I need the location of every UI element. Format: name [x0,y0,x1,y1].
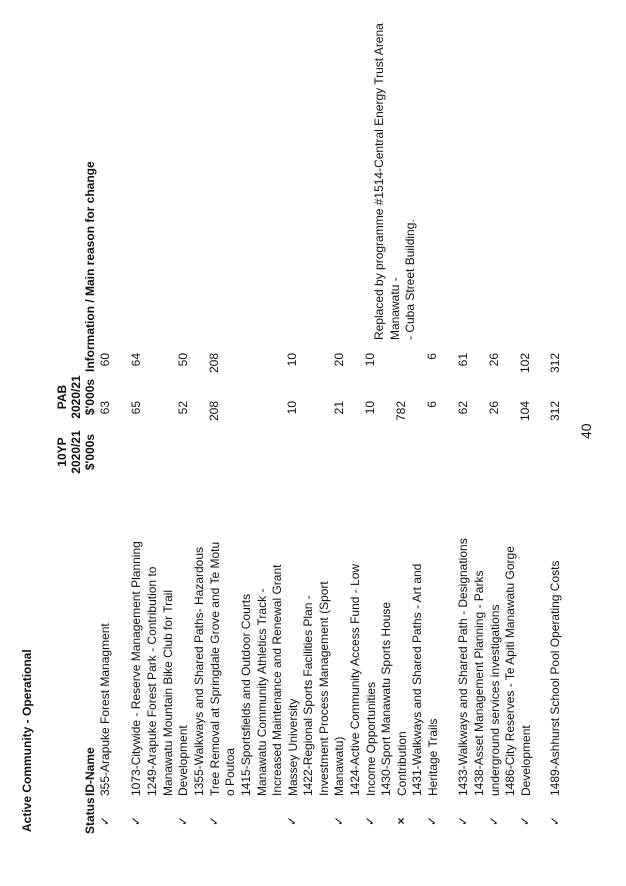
pab-cell: 20 [332,353,346,367]
id-name-cell: 1249-Arapuke Forest Park - Contribution to Manawatu Mountain Bike Club for Trail Development [145,566,190,796]
header-pab-l1: PAB [55,384,69,410]
status-check-icon: ✓ [456,815,470,827]
pab-cell: 208 [207,353,221,374]
id-name-cell: 355-Arapuke Forest Managment [98,623,112,796]
pab-cell: 6 [425,353,439,360]
pab-cell: 10 [285,353,299,367]
id-name-cell: 1415-Sportsfields and Outdoor Courts Manawatu Community Athletics Track - Increased Maintenance and Renewal Grant Massey University [239,564,300,796]
pab-cell: 10 [363,353,377,367]
status-check-icon: ✓ [176,815,190,827]
page-number: 40 [578,423,594,439]
info-cell: Replaced by programme #1514-Central Energy Trust Arena Manawatu - - Cuba Street Building. [372,23,417,340]
id-name-cell: 1489-Ashhurst School Pool Operating Costs [548,560,562,796]
pab-cell: 102 [518,353,532,374]
id-name-cell: 1430-Sport Manawatu Sports House Contribution [379,601,409,796]
id-name-cell: 1422-Regional Sports Facilities Plan - Investment Process Management (Sport Manawatu) [301,581,346,796]
header-status: Status [83,797,97,834]
10yp-cell: 65 [129,401,143,415]
header-info: Information / Main reason for change [83,161,97,372]
id-name-cell: 1438-Asset Management Planning - Parks underground services investigations [472,570,502,796]
10yp-cell: 104 [518,401,532,422]
status-check-icon: ✓ [332,815,346,827]
10yp-cell: 63 [98,401,112,415]
10yp-cell: 312 [548,401,562,422]
header-10yp-l3: $'000s [83,433,97,471]
status-check-icon: ✓ [285,815,299,827]
status-check-icon: ✓ [363,815,377,827]
status-check-icon: ✓ [207,815,221,827]
10yp-cell: 208 [207,401,221,422]
header-pab-l3: $'000s [83,378,97,416]
pab-cell: 26 [487,353,501,367]
header-id-name: ID-Name [83,747,97,796]
10yp-cell: 782 [394,401,408,422]
id-name-cell: 1486-City Reserves - Te Apiti Manawatu Gorge Development [503,546,533,796]
pab-cell: 61 [456,353,470,367]
pab-cell: 64 [129,353,143,367]
id-name-cell: 1424-Active Community Access Fund - Low Income Opportunities [348,563,378,796]
status-check-icon: ✓ [98,815,112,827]
10yp-cell: 10 [363,401,377,415]
status-cross-icon: × [394,817,408,825]
10yp-cell: 26 [487,401,501,415]
id-name-cell: 1433-Walkways and Shared Path - Designations [456,538,470,796]
header-pab-l2: 2020/21 [69,375,83,419]
10yp-cell: 10 [285,401,299,415]
section-title: Active Community - Operational [20,649,34,832]
status-check-icon: ✓ [487,815,501,827]
pab-cell: 312 [548,353,562,374]
status-check-icon: ✓ [548,815,562,827]
status-check-icon: ✓ [518,815,532,827]
header-10yp-l2: 2020/21 [69,430,83,474]
status-check-icon: ✓ [129,815,143,827]
10yp-cell: 62 [456,401,470,415]
rotated-page [0,23,626,886]
id-name-cell: 1355-Walkways and Shared Paths- Hazardous Tree Removal at Springdale Grove and Te Motu o Poutoa [192,541,237,796]
10yp-cell: 52 [176,401,190,415]
id-name-cell: 1431-Walkways and Shared Paths - Art and Heritage Trails [410,563,440,796]
pab-cell: 50 [176,353,190,367]
status-check-icon: ✓ [425,815,439,827]
header-10yp-l1: 10YP [55,437,69,467]
pab-cell: 60 [98,353,112,367]
10yp-cell: 21 [332,401,346,415]
10yp-cell: 6 [425,401,439,408]
id-name-cell: 1073-Citywide - Reserve Management Planning [129,541,143,796]
